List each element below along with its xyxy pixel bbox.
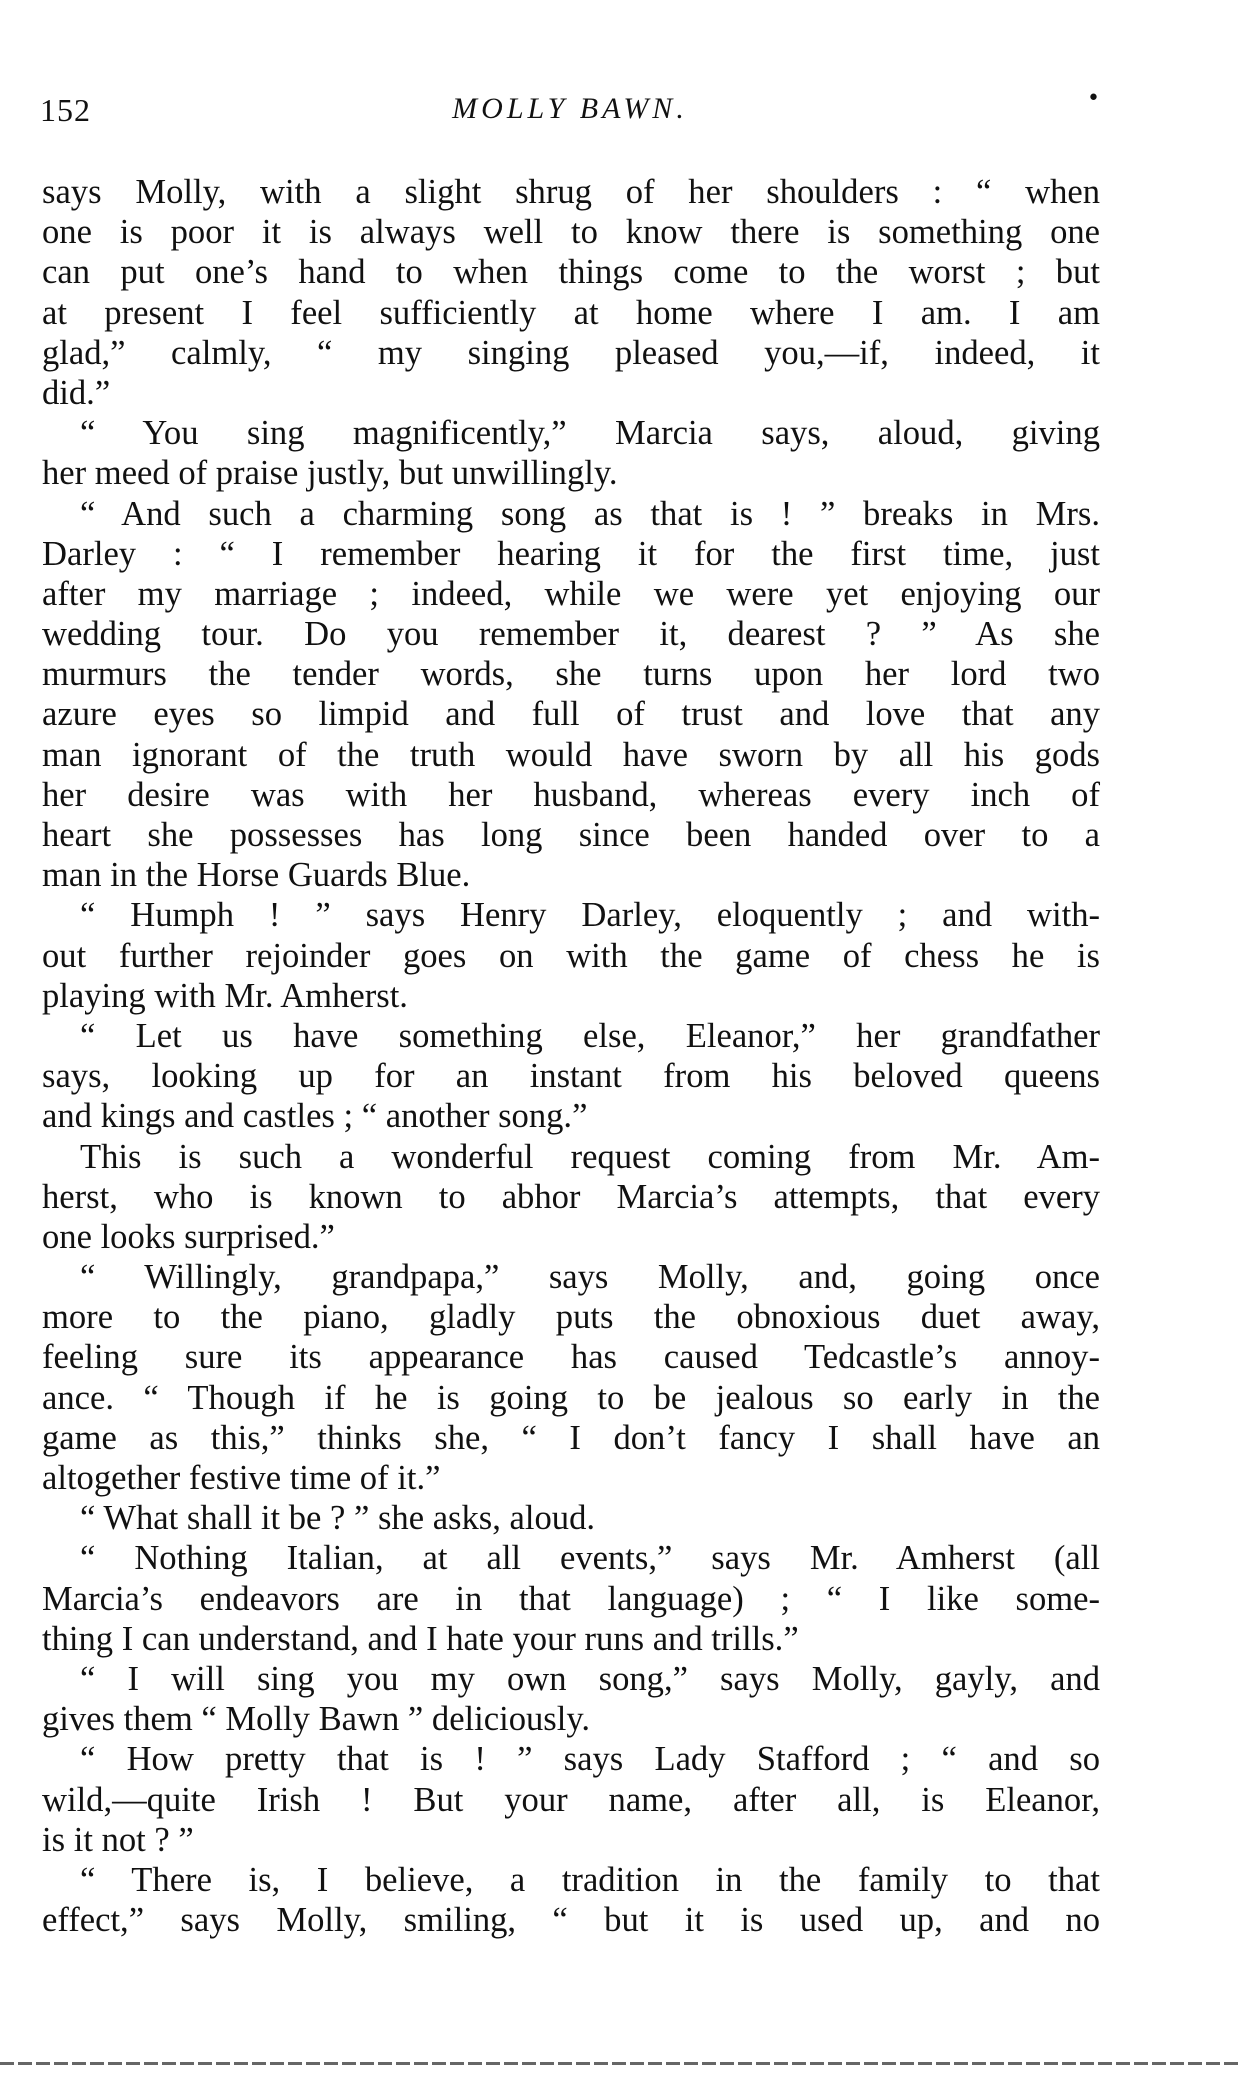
text-line: Marcia’s endeavors are in that language) ; “ I like some- <box>42 1579 1100 1618</box>
text-line: azure eyes so limpid and full of trust and love that any <box>42 695 1100 734</box>
text-line: heart she possesses has long since been handed over to a <box>42 816 1100 854</box>
text-line: one looks surprised.” <box>42 1217 335 1256</box>
text-line: wedding tour. Do you remember it, dearest ? ” As she <box>42 615 1100 654</box>
page-number: 152 <box>40 92 91 128</box>
running-title: MOLLY BAWN. <box>452 92 688 125</box>
text-line: “ I will sing you my own song,” says Molly, gayly, and <box>80 1659 1100 1698</box>
text-line: at present I feel sufficiently at home where I am. I am <box>42 293 1100 332</box>
text-line: Darley : “ I remember hearing it for the first time, just <box>42 534 1100 573</box>
text-line: after my marriage ; indeed, while we were yet enjoying our <box>42 574 1100 613</box>
text-line: gives them “ Molly Bawn ” deliciously. <box>42 1700 591 1739</box>
text-line: “ Humph ! ” says Henry Darley, eloquently ; and with- <box>80 896 1100 935</box>
page-header <box>40 86 1100 140</box>
text-line: altogether festive time of it.” <box>42 1459 441 1497</box>
text-line: and kings and castles ; “ another song.” <box>42 1097 588 1136</box>
text-line: one is poor it is always well to know there is something one <box>42 213 1100 252</box>
text-line: wild,—quite Irish ! But your name, after all, is Eleanor, <box>42 1780 1100 1819</box>
text-line: her meed of praise justly, but unwillingly. <box>42 454 618 493</box>
text-line: “ How pretty that is ! ” says Lady Stafford ; “ and so <box>80 1740 1100 1779</box>
text-line: “ And such a charming song as that is ! ” breaks in Mrs. <box>80 494 1100 533</box>
ink-speck: • <box>1087 86 1100 111</box>
text-line: “ What shall it be ? ” she asks, aloud. <box>80 1499 596 1538</box>
text-line: effect,” says Molly, smiling, “ but it is used up, and no <box>42 1901 1100 1940</box>
text-line: ance. “ Though if he is going to be jealous so early in the <box>42 1378 1100 1417</box>
text-line: “ Willingly, grandpapa,” says Molly, and, going once <box>80 1258 1100 1297</box>
text-line: man in the Horse Guards Blue. <box>42 856 471 895</box>
text-line: did.” <box>42 373 111 412</box>
text-line: says, looking up for an instant from his beloved queens <box>42 1057 1100 1096</box>
text-line: thing I can understand, and I hate your runs and trills.” <box>42 1619 799 1658</box>
text-line: “ Let us have something else, Eleanor,” her grandfather <box>80 1016 1100 1055</box>
text-line: “ You sing magnificently,” Marcia says, aloud, giving <box>80 414 1100 453</box>
text-line: says Molly, with a slight shrug of her shoulders : “ when <box>42 173 1100 211</box>
text-line: glad,” calmly, “ my singing pleased you,—if, indeed, it <box>42 333 1100 372</box>
text-line: more to the piano, gladly puts the obnoxious duet away, <box>42 1298 1100 1337</box>
text-line: “ Nothing Italian, at all events,” says Mr. Amherst (all <box>80 1539 1100 1578</box>
text-line: feeling sure its appearance has caused Tedcastle’s annoy- <box>42 1338 1100 1377</box>
text-line: man ignorant of the truth would have sworn by all his gods <box>42 735 1100 774</box>
text-line: herst, who is known to abhor Marcia’s attempts, that every <box>42 1177 1100 1216</box>
text-line: This is such a wonderful request coming from Mr. Am- <box>80 1137 1100 1176</box>
text-line: can put one’s hand to when things come to the worst ; but <box>42 253 1100 292</box>
text-line: out further rejoinder goes on with the game of chess he is <box>42 936 1100 975</box>
text-line: her desire was with her husband, whereas every inch of <box>42 775 1100 814</box>
text-line: game as this,” thinks she, “ I don’t fancy I shall have an <box>42 1418 1100 1457</box>
body-text <box>42 172 1100 1940</box>
bottom-scan-rule <box>0 2062 1240 2065</box>
text-line: playing with Mr. Amherst. <box>42 976 408 1015</box>
text-line: “ There is, I believe, a tradition in the family to that <box>80 1860 1100 1899</box>
text-line: murmurs the tender words, she turns upon her lord two <box>42 655 1100 694</box>
text-line: is it not ? ” <box>42 1820 194 1859</box>
